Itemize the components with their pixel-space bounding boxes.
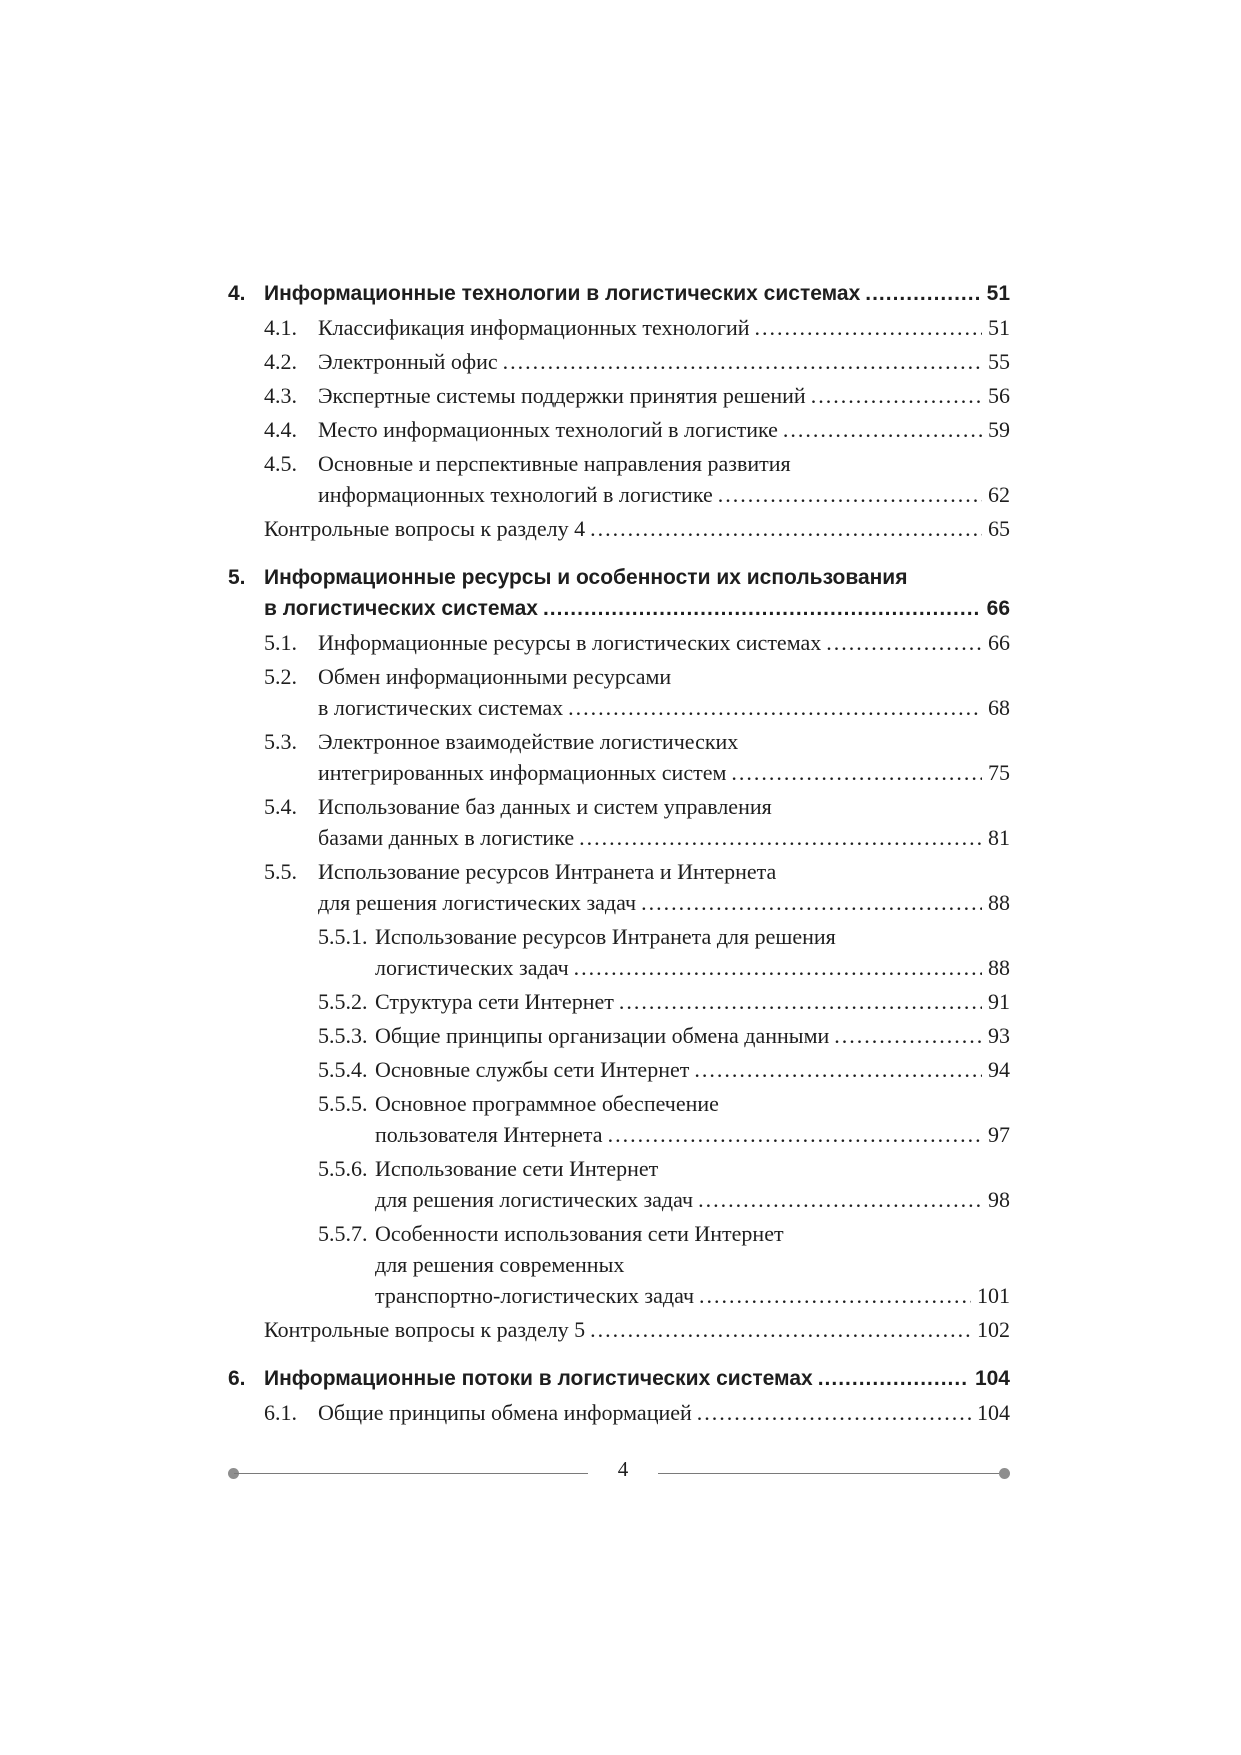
toc-title: Контрольные вопросы к разделу 5	[264, 1317, 586, 1342]
toc-section-5-1[interactable]	[228, 627, 1010, 658]
toc-title: в логистических системах	[264, 597, 538, 620]
toc-title: Общие принципы обмена информацией	[318, 1400, 692, 1425]
dot-leader	[834, 1020, 982, 1051]
toc-chapter-6[interactable]	[228, 1363, 1010, 1394]
dot-leader	[543, 593, 981, 624]
toc-number: 5.3.	[264, 729, 297, 754]
toc-number: 5.5.1.	[318, 924, 368, 949]
toc-page-number: 104	[977, 1400, 1010, 1425]
toc-chapter-4[interactable]	[228, 278, 1010, 309]
toc-title-line: для решения современных	[375, 1252, 625, 1277]
toc-number: 5.5.5.	[318, 1091, 368, 1116]
page-number: 4	[617, 1457, 629, 1481]
toc-title-line: Использование баз данных и систем управления	[318, 794, 772, 819]
toc-title: Электронный офис	[318, 349, 498, 374]
toc-title-line: Обмен информационными ресурсами	[318, 664, 672, 689]
dot-leader	[574, 952, 982, 983]
dot-leader	[755, 312, 982, 343]
toc-page-number: 56	[988, 383, 1010, 408]
toc-number: 5.1.	[264, 630, 297, 655]
toc-title: Место информационных технологий в логистике	[318, 417, 778, 442]
toc-number: 4.3.	[264, 383, 297, 408]
footer-dot-right	[999, 1468, 1010, 1479]
toc-number: 6.	[228, 1367, 246, 1390]
toc-title-line: Использование сети Интернет	[375, 1156, 659, 1181]
dot-leader	[503, 346, 982, 377]
toc-number: 4.	[228, 282, 246, 305]
toc-section-5-3[interactable]	[228, 726, 1010, 788]
dot-leader	[697, 1397, 971, 1428]
toc-page-number: 66	[988, 630, 1010, 655]
dot-leader	[619, 986, 982, 1017]
toc-page-number: 98	[988, 1187, 1010, 1212]
dot-leader	[826, 627, 982, 658]
dot-leader	[698, 1184, 982, 1215]
toc-page-number: 68	[988, 695, 1010, 720]
toc-subsection-5-5-4[interactable]	[228, 1054, 1010, 1085]
toc-title: для решения логистических задач	[318, 890, 637, 915]
toc-title: в логистических системах	[318, 695, 564, 720]
dot-leader	[811, 380, 982, 411]
dot-leader	[579, 822, 982, 853]
toc-subsection-5-5-1[interactable]	[228, 921, 1010, 983]
toc-title: для решения логистических задач	[375, 1187, 694, 1212]
toc-page-number: 97	[988, 1122, 1010, 1147]
toc-section-6-1[interactable]	[228, 1397, 1010, 1428]
dot-leader	[641, 887, 982, 918]
toc-title-line: Основное программное обеспечение	[375, 1091, 719, 1116]
toc-section-4-5[interactable]	[228, 448, 1010, 510]
toc-page-number: 88	[988, 890, 1010, 915]
toc-page-number: 88	[988, 955, 1010, 980]
toc-questions-5[interactable]	[228, 1314, 1010, 1345]
footer-rule-right	[658, 1473, 1004, 1474]
toc-number: 5.5.	[264, 859, 297, 884]
toc-section-5-4[interactable]	[228, 791, 1010, 853]
toc-title-line: Использование ресурсов Интранета для решения	[375, 924, 836, 949]
dot-leader	[590, 1314, 971, 1345]
toc-number: 5.5.6.	[318, 1156, 368, 1181]
toc-title: логистических задач	[375, 955, 569, 980]
dot-leader	[568, 692, 982, 723]
dot-leader	[694, 1054, 982, 1085]
toc-subsection-5-5-2[interactable]	[228, 986, 1010, 1017]
toc-number: 4.5.	[264, 451, 297, 476]
toc-section-5-5[interactable]	[228, 856, 1010, 918]
dot-leader	[865, 278, 980, 309]
toc-page-number: 81	[988, 825, 1010, 850]
toc-title: пользователя Интернета	[375, 1122, 603, 1147]
toc-number: 4.2.	[264, 349, 297, 374]
toc-page-number: 75	[988, 760, 1010, 785]
dot-leader	[699, 1280, 971, 1311]
toc-page-number: 101	[977, 1283, 1010, 1308]
dot-leader	[818, 1363, 969, 1394]
toc-title: Основные службы сети Интернет	[375, 1057, 690, 1082]
table-of-contents	[228, 278, 1010, 1428]
toc-page-number: 66	[986, 597, 1010, 620]
toc-section-4-1[interactable]	[228, 312, 1010, 343]
toc-section-4-2[interactable]	[228, 346, 1010, 377]
toc-page-number: 91	[988, 989, 1010, 1014]
toc-title: Информационные технологии в логистических системах	[264, 282, 861, 305]
toc-title-line: Особенности использования сети Интернет	[375, 1221, 784, 1246]
footer-rule-left	[234, 1473, 588, 1474]
toc-section-4-3[interactable]	[228, 380, 1010, 411]
toc-section-5-2[interactable]	[228, 661, 1010, 723]
toc-title: базами данных в логистике	[318, 825, 575, 850]
toc-section-4-4[interactable]	[228, 414, 1010, 445]
toc-chapter-5[interactable]	[228, 562, 1010, 624]
toc-page-number: 51	[988, 315, 1010, 340]
toc-page-number: 102	[977, 1317, 1010, 1342]
toc-page-number: 94	[988, 1057, 1010, 1082]
page-footer	[228, 1457, 1010, 1483]
toc-title: информационных технологий в логистике	[318, 482, 713, 507]
toc-title-line: Электронное взаимодействие логистических	[318, 729, 739, 754]
toc-number: 5.5.7.	[318, 1221, 368, 1246]
toc-title: Контрольные вопросы к разделу 4	[264, 516, 586, 541]
dot-leader	[608, 1119, 982, 1150]
toc-number: 4.1.	[264, 315, 297, 340]
toc-page-number: 104	[974, 1367, 1010, 1390]
toc-subsection-5-5-3[interactable]	[228, 1020, 1010, 1051]
toc-number: 4.4.	[264, 417, 297, 442]
toc-page-number: 51	[986, 282, 1010, 305]
toc-title: Информационные ресурсы в логистических системах	[318, 630, 822, 655]
toc-page-number: 59	[988, 417, 1010, 442]
toc-title-line: Использование ресурсов Интранета и Интернета	[318, 859, 777, 884]
toc-number: 6.1.	[264, 1400, 297, 1425]
toc-number: 5.5.4.	[318, 1057, 368, 1082]
toc-subsection-5-5-7[interactable]	[228, 1218, 1010, 1311]
toc-title-line: Основные и перспективные направления развития	[318, 451, 791, 476]
toc-page-number: 93	[988, 1023, 1010, 1048]
toc-title: Общие принципы организации обмена данными	[375, 1023, 830, 1048]
toc-title: Экспертные системы поддержки принятия решений	[318, 383, 806, 408]
toc-title: Информационные потоки в логистических системах	[264, 1367, 813, 1390]
toc-title: интегрированных информационных систем	[318, 760, 727, 785]
toc-title-line: Информационные ресурсы и особенности их использования	[264, 566, 908, 589]
toc-subsection-5-5-5[interactable]	[228, 1088, 1010, 1150]
toc-number: 5.	[228, 566, 246, 589]
dot-leader	[783, 414, 982, 445]
toc-number: 5.5.3.	[318, 1023, 368, 1048]
toc-number: 5.4.	[264, 794, 297, 819]
toc-page-number: 62	[988, 482, 1010, 507]
dot-leader	[731, 757, 982, 788]
toc-number: 5.5.2.	[318, 989, 368, 1014]
dot-leader	[590, 513, 982, 544]
toc-title: транспортно-логистических задач	[375, 1283, 695, 1308]
toc-questions-4[interactable]	[228, 513, 1010, 544]
toc-page-number: 55	[988, 349, 1010, 374]
dot-leader	[718, 479, 982, 510]
toc-number: 5.2.	[264, 664, 297, 689]
toc-subsection-5-5-6[interactable]	[228, 1153, 1010, 1215]
toc-page-number: 65	[988, 516, 1010, 541]
toc-title: Классификация информационных технологий	[318, 315, 750, 340]
toc-title: Структура сети Интернет	[375, 989, 614, 1014]
